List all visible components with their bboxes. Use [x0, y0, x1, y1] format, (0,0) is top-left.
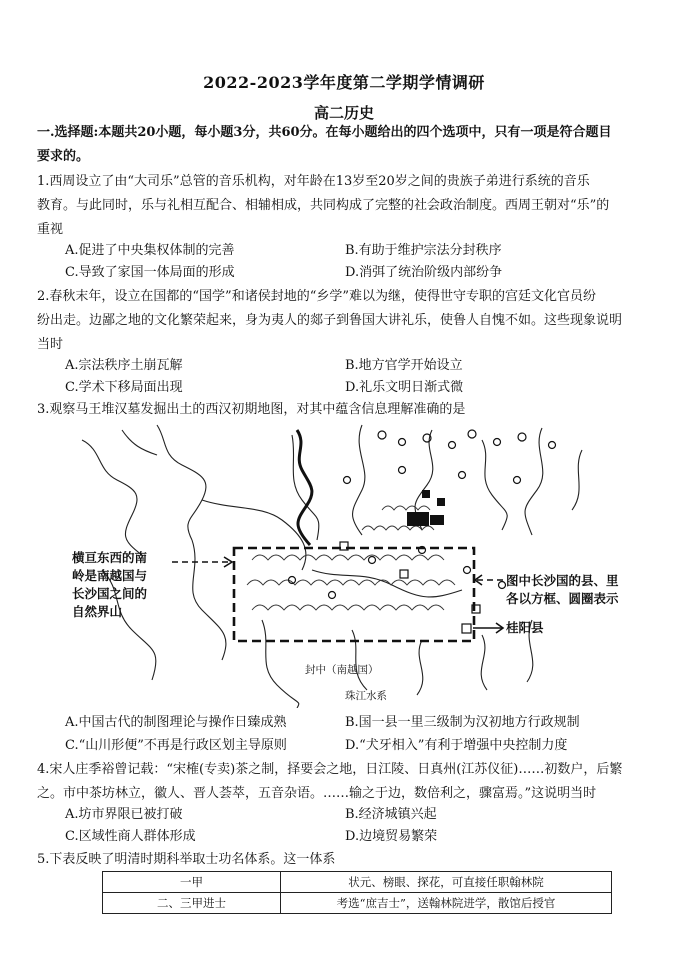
- section-heading-line1: 一.选择题:本题共20小题，每小题3分，共60分。在每小题给出的四个选项中，只有一项是符合题目: [37, 125, 612, 140]
- map-note-right: [506, 572, 619, 608]
- map-note-left-line2: 岭是南越国与: [72, 568, 148, 583]
- map-note-left-line4: 自然界山: [72, 604, 123, 619]
- q2-option-d: D.礼乐文明日渐式微: [345, 380, 464, 395]
- q3-option-c: C.“山川形便”不再是行政区划主导原则: [65, 738, 287, 753]
- section-heading-line2: 要求的。: [37, 149, 90, 164]
- q2-stem-line2: 纷出走。边鄙之地的文化繁荣起来，身为夷人的郯子到鲁国大讲礼乐，使鲁人自愧不如。这些现象说明: [37, 313, 623, 328]
- exam-title: 2022-2023学年度第二学期学情调研: [203, 73, 485, 92]
- table-row: [103, 893, 612, 914]
- table-cell: 一甲: [103, 872, 281, 893]
- q2-option-c: C.学术下移局面出现: [65, 380, 183, 395]
- q3-option-d: D.“犬牙相入”有利于增强中央控制力度: [345, 738, 568, 753]
- honors-table: [102, 871, 612, 914]
- q1-stem-line2: 教育。与此同时，乐与礼相互配合、相辅相成，共同构成了完整的社会政治制度。西周王朝对“乐”的: [37, 198, 610, 213]
- q4-option-d: D.边境贸易繁荣: [345, 829, 438, 844]
- map-label-fengzhong: 封中（南越国）: [305, 664, 379, 676]
- table-row: [103, 872, 612, 893]
- map-label-guiyang: 桂阳县: [506, 620, 544, 635]
- q2-option-a: A.宗法秩序土崩瓦解: [65, 358, 183, 373]
- q1-option-b: B.有助于维护宗法分封秩序: [345, 243, 502, 258]
- map-note-right-line1: 图中长沙国的县、里: [506, 573, 619, 588]
- table-cell: 二、三甲进士: [103, 893, 281, 914]
- q5-stem-line1: 5.下表反映了明清时期科举取士功名体系。这一体系: [37, 852, 336, 867]
- q2-option-b: B.地方官学开始设立: [345, 358, 463, 373]
- q1-option-d: D.消弭了统治阶级内部纷争: [345, 265, 503, 280]
- map-note-right-line2: 各以方框、圆圈表示: [506, 591, 619, 606]
- q1-option-a: A.促进了中央集权体制的完善: [65, 243, 235, 258]
- q4-option-b: B.经济城镇兴起: [345, 807, 437, 822]
- map-note-left-line3: 长沙国之间的: [72, 586, 148, 601]
- table-cell: 状元、榜眼、探花，可直接任职翰林院: [281, 872, 612, 893]
- q4-option-c: C.区域性商人群体形成: [65, 829, 196, 844]
- q3-option-b: B.国一县一里三级制为汉初地方行政规制: [345, 715, 580, 730]
- map-label-river: 珠江水系: [345, 690, 387, 702]
- q4-option-a: A.坊市界限已被打破: [65, 807, 183, 822]
- table-cell: 考选“庶吉士”，送翰林院进学，散馆后授官: [281, 893, 612, 914]
- map-note-left: [72, 549, 147, 621]
- q3-option-a: A.中国古代的制图理论与操作日臻成熟: [65, 715, 287, 730]
- map-note-left-line1: 横亘东西的南: [72, 550, 148, 565]
- q2-stem-line1: 2.春秋末年，设立在国都的“国学”和诸侯封地的“乡学”难以为继，使得世守专职的宫廷文化官员纷: [37, 289, 596, 304]
- q4-stem-line2: 之。市中茶坊林立，徽人、晋人荟萃，五音杂语。……输之于边，数倍利之，骤富焉。”这说明当时: [37, 786, 597, 801]
- q4-stem-line1: 4.宋人庄季裕曾记载：“宋榷(专卖)茶之制，择要会之地，日江陵、日真州(江苏仪征)……初数户，后繁: [37, 762, 623, 777]
- q1-stem-line1: 1.西周设立了由“大司乐”总管的音乐机构，对年龄在13岁至20岁之间的贵族子弟进行系统的音乐: [37, 174, 590, 189]
- q2-stem-line3: 当时: [37, 337, 64, 352]
- q1-stem-line3: 重视: [37, 222, 64, 237]
- q3-stem-line1: 3.观察马王堆汉墓发掘出土的西汉初期地图，对其中蕴含信息理解准确的是: [37, 402, 466, 417]
- exam-subtitle: 高二历史: [313, 104, 374, 122]
- q1-option-c: C.导致了家国一体局面的形成: [65, 265, 235, 280]
